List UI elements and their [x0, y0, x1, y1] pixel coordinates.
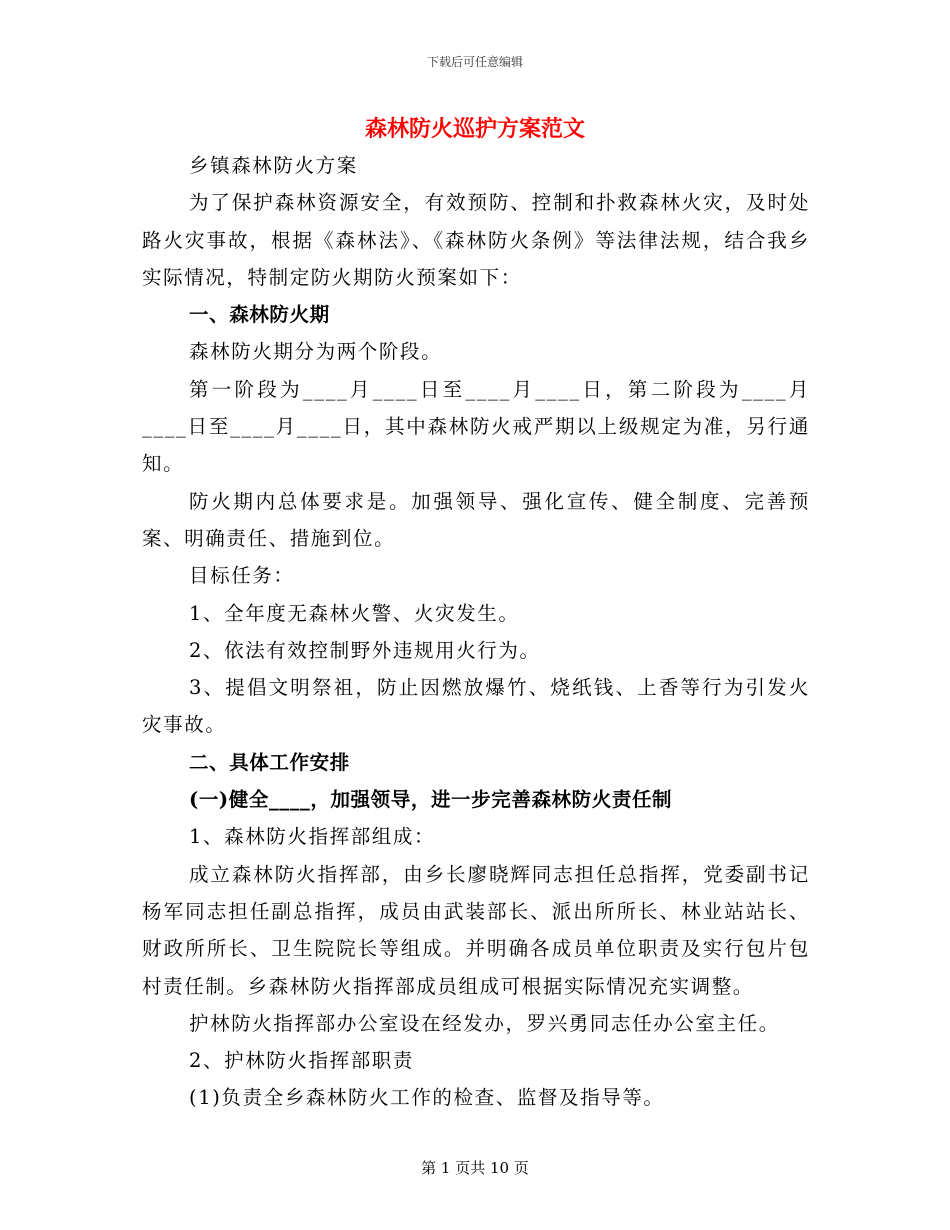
target-item-3: 3、提倡文明祭祖，防止因燃放爆竹、烧纸钱、上香等行为引发火灾事故。	[142, 676, 810, 737]
paragraph-command-composition: 1、森林防火指挥部组成：	[189, 825, 436, 849]
paragraph-command-setup: 成立森林防火指挥部，由乡长廖晓辉同志担任总指挥，党委副书记杨军同志担任副总指挥，成员由武装部长、派出所所长、林业站站长、财政所所长、卫生院院长等组成。并明确各成员单位职责及实行包片包村责任制。乡森林防火指挥部成员组成可根据实际情况充实调整。	[142, 862, 810, 998]
intro-paragraph: 为了保护森林资源安全，有效预防、控制和扑救森林火灾，及时处路火灾事故，根据《森林法》、《森林防火条例》等法律法规，结合我乡实际情况，特制定防火期防火预案如下：	[142, 191, 810, 289]
download-note: 下载后可任意编辑	[426, 55, 523, 69]
paragraph-stage-dates: 第一阶段为____月____日至____月____日，第二阶段为____月____日至____月____日，其中森林防火戒严期以上级规定为准，另行通知。	[142, 377, 810, 476]
duty-item-1: (1)负责全乡森林防火工作的检查、监督及指导等。	[189, 1086, 665, 1110]
paragraph-two-stages: 森林防火期分为两个阶段。	[189, 340, 443, 364]
paragraph-targets-label: 目标任务：	[189, 564, 295, 588]
target-item-1: 1、全年度无森林火警、火灾发生。	[189, 601, 520, 625]
section-subtitle: 乡镇森林防火方案	[189, 154, 358, 177]
paragraph-duties-heading: 2、护林防火指挥部职责	[189, 1049, 415, 1073]
subheading-responsibility: (一)健全____，加强领导，进一步完善森林防火责任制	[189, 788, 673, 812]
document-body	[142, 147, 810, 1117]
page-number: 第 1 页共 10 页	[421, 1159, 529, 1177]
target-item-2: 2、依法有效控制野外违规用火行为。	[189, 638, 541, 662]
paragraph-general-requirements: 防火期内总体要求是。加强领导、强化宣传、健全制度、完善预案、明确责任、措施到位。	[142, 489, 810, 550]
document-title: 森林防火巡护方案范文	[364, 116, 585, 142]
heading-work-arrangement: 二、具体工作安排	[189, 750, 350, 774]
heading-fire-period: 一、森林防火期	[189, 303, 330, 327]
paragraph-office: 护林防火指挥部办公室设在经发办，罗兴勇同志任办公室主任。	[189, 1011, 780, 1035]
